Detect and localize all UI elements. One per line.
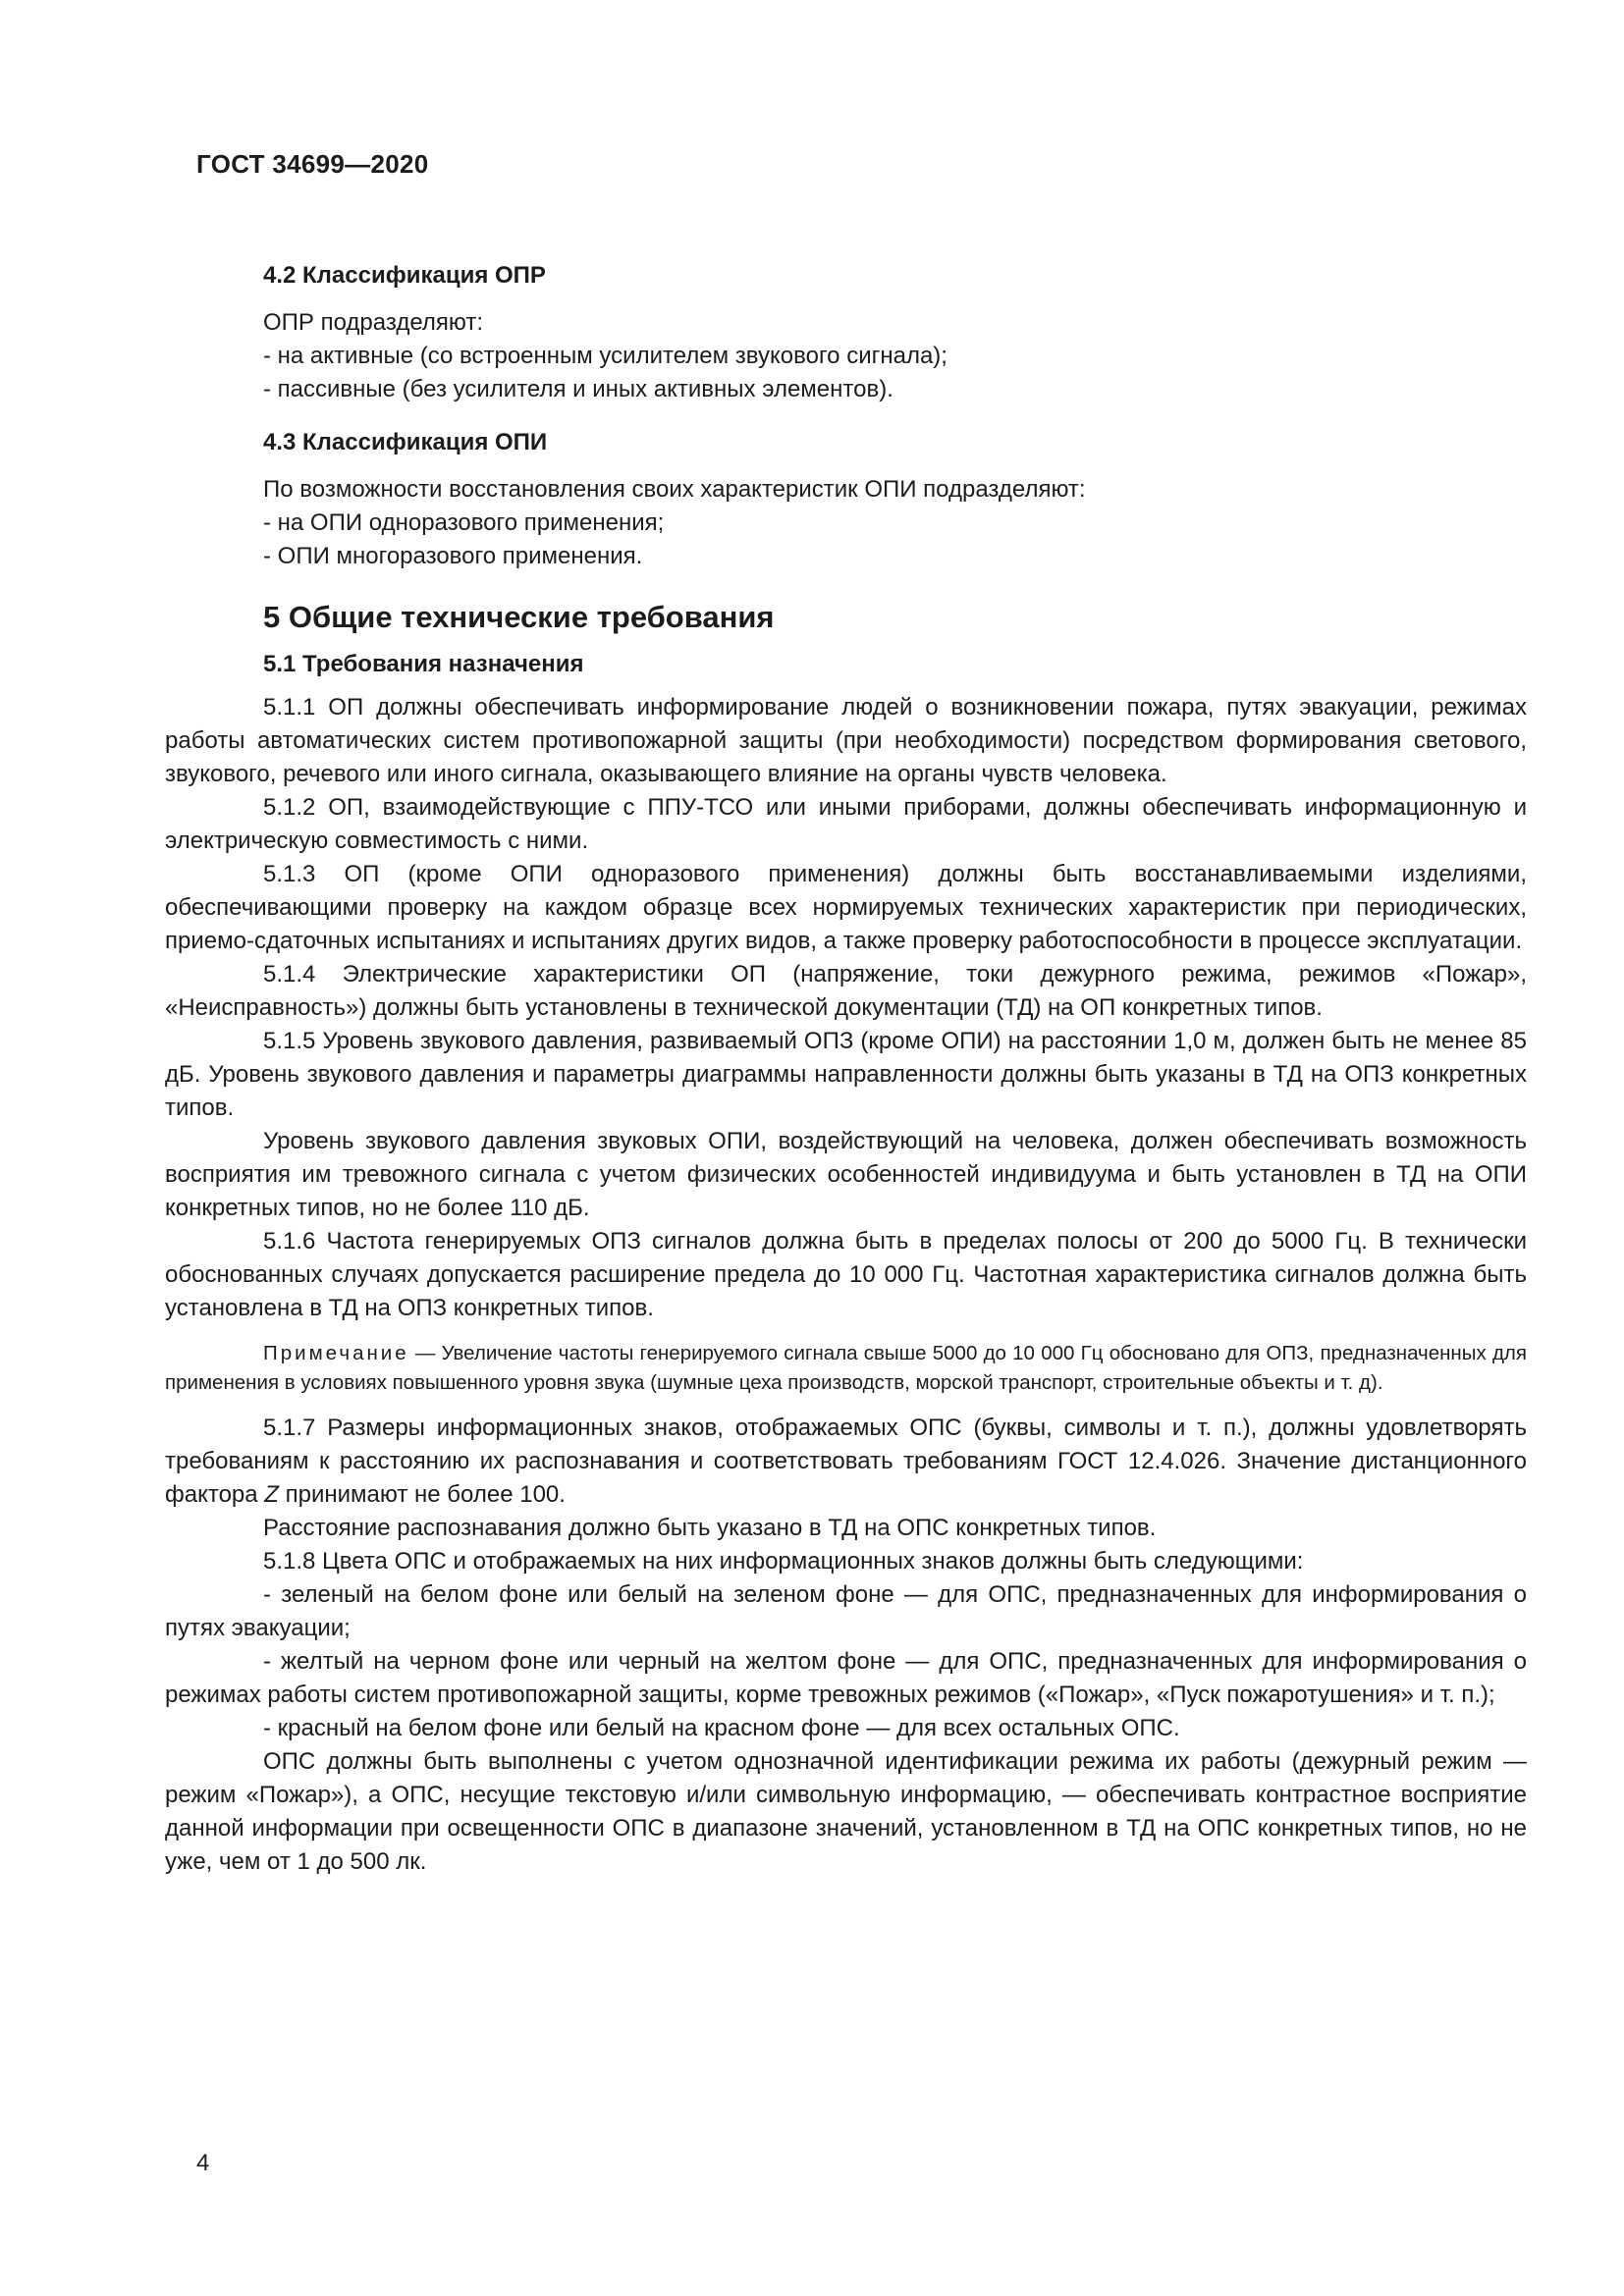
paragraph-5-1-7-continued: Расстояние распознавания должно быть указано в ТД на ОПС конкретных типов. — [263, 1515, 1157, 1541]
paragraph-5-1-8-closing: ОПС должны быть выполнены с учетом однозначной идентификации режима их работы (дежурный режим — режим «Пожар»), а ОПС, несущие текстовую и/или символьную информацию, — обеспечивать контрастное восприятие данной информации при освещенности ОПС в диапазоне значений, установленном в ТД на ОПС конкретных типов, но не уже, чем от 1 до 500 лк. — [165, 1748, 1527, 1875]
paragraph-5-1-6: 5.1.6 Частота генерируемых ОПЗ сигналов должна быть в пределах полосы от 200 до 5000 Гц. В технически обоснованных случаях допускается расширение предела до 10 000 Гц. Частотная характеристика сигналов должна быть установлена в ТД на ОПЗ конкретных типов. — [165, 1228, 1527, 1321]
document-body — [165, 224, 1527, 1879]
paragraph-5-1-4: 5.1.4 Электрические характеристики ОП (напряжение, токи дежурного режима, режимов «Пожар», «Неисправность») должны быть установлены в технической документации (ТД) на ОП конкретных типов. — [165, 961, 1527, 1021]
spacer — [263, 681, 1527, 691]
note-text: — Увеличение частоты генерируемого сигнала свыше 5000 до 10 000 Гц обосновано для ОПЗ, предназначенных для применения в условиях повышенного уровня звука (шумные цеха производств, морской транспорт, строительные объекты и т. д). — [165, 1342, 1527, 1394]
paragraph-5-1-8-item-1: - зеленый на белом фоне или белый на зеленом фоне — для ОПС, предназначенных для информирования о путях эвакуации; — [165, 1581, 1527, 1641]
spacer — [263, 573, 1527, 601]
section-4-3-title: 4.3 Классификация ОПИ — [263, 429, 548, 455]
section-4-2-lead: ОПР подразделяют: — [263, 309, 484, 336]
note-label: Примечание — [263, 1342, 409, 1364]
spacer — [263, 634, 1527, 648]
section-4-3-lead: По возможности восстановления своих характеристик ОПИ подразделяют: — [263, 476, 1086, 503]
section-4-2-item-2: - пассивные (без усилителя и иных активных элементов). — [263, 376, 893, 402]
paragraph-5-1-7 — [165, 1412, 1527, 1512]
paragraph-5-1-3: 5.1.3 ОП (кроме ОПИ одноразового применения) должны быть восстанавливаемыми изделиями, обеспечивающими проверку на каждом образце всех нормируемых технических характеристик при периодических, приемо-сдаточных испытаниях и испытаниях других видов, а также проверку работоспособности в процессе эксплуатации. — [165, 861, 1527, 954]
section-4-2-title: 4.2 Классификация ОПР — [263, 262, 546, 289]
section-4-3-item-1: - на ОПИ одноразового применения; — [263, 509, 665, 536]
paragraph-5-1-8: 5.1.8 Цвета ОПС и отображаемых на них информационных знаков должны быть следующими: — [263, 1548, 1304, 1575]
spacer — [263, 293, 1527, 306]
section-5-1-title: 5.1 Требования назначения — [263, 651, 584, 677]
section-4-3-item-2: - ОПИ многоразового применения. — [263, 543, 643, 569]
paragraph-5-1-8-item-2: - желтый на черном фоне или черный на желтом фоне — для ОПС, предназначенных для информирования о режимах работы систем противопожарной защиты, корме тревожных режимов («Пожар», «Пуск пожаротушения» и т. п.); — [165, 1648, 1527, 1708]
spacer — [263, 459, 1527, 473]
paragraph-5-1-7-text-b: принимают не более 100. — [278, 1481, 566, 1508]
section-5-title: 5 Общие технические требования — [263, 600, 775, 634]
spacer — [263, 1398, 1527, 1412]
distance-factor-variable: Z — [264, 1481, 279, 1508]
spacer — [263, 224, 1527, 259]
spacer — [263, 1325, 1527, 1339]
note-5-1-6 — [165, 1339, 1527, 1398]
paragraph-5-1-5-continued: Уровень звукового давления звуковых ОПИ, воздействующий на человека, должен обеспечивать возможность восприятия им тревожного сигнала с учетом физических особенностей индивидуума и быть установлен в ТД на ОПИ конкретных типов, но не более 110 дБ. — [165, 1128, 1527, 1221]
paragraph-5-1-8-item-3: - красный на белом фоне или белый на красном фоне — для всех остальных ОПС. — [263, 1715, 1180, 1741]
document-code-header: ГОСТ 34699—2020 — [196, 149, 429, 179]
paragraph-5-1-7-text-a: 5.1.7 Размеры информационных знаков, отображаемых ОПС (буквы, символы и т. п.), должны удовлетворять требованиям к расстоянию их распознавания и соответствовать требованиям ГОСТ 12.4.026. Значение дистанционного фактора — [165, 1415, 1527, 1508]
paragraph-5-1-5: 5.1.5 Уровень звукового давления, развиваемый ОПЗ (кроме ОПИ) на расстоянии 1,0 м, должен быть не менее 85 дБ. Уровень звукового давления и параметры диаграммы направленности должны быть указаны в ТД на ОПЗ конкретных типов. — [165, 1028, 1527, 1121]
paragraph-5-1-2: 5.1.2 ОП, взаимодействующие с ППУ-ТСО или иными приборами, должны обеспечивать информационную и электрическую совместимость с ними. — [165, 794, 1527, 854]
spacer — [263, 406, 1527, 426]
section-4-2-item-1: - на активные (со встроенным усилителем звукового сигнала); — [263, 343, 947, 369]
page-number: 4 — [196, 2150, 210, 2176]
paragraph-5-1-1: 5.1.1 ОП должны обеспечивать информирование людей о возникновении пожара, путях эвакуации, режимах работы автоматических систем противопожарной защиты (при необходимости) посредством формирования светового, звукового, речевого или иного сигнала, оказывающего влияние на органы чувств человека. — [165, 694, 1527, 787]
